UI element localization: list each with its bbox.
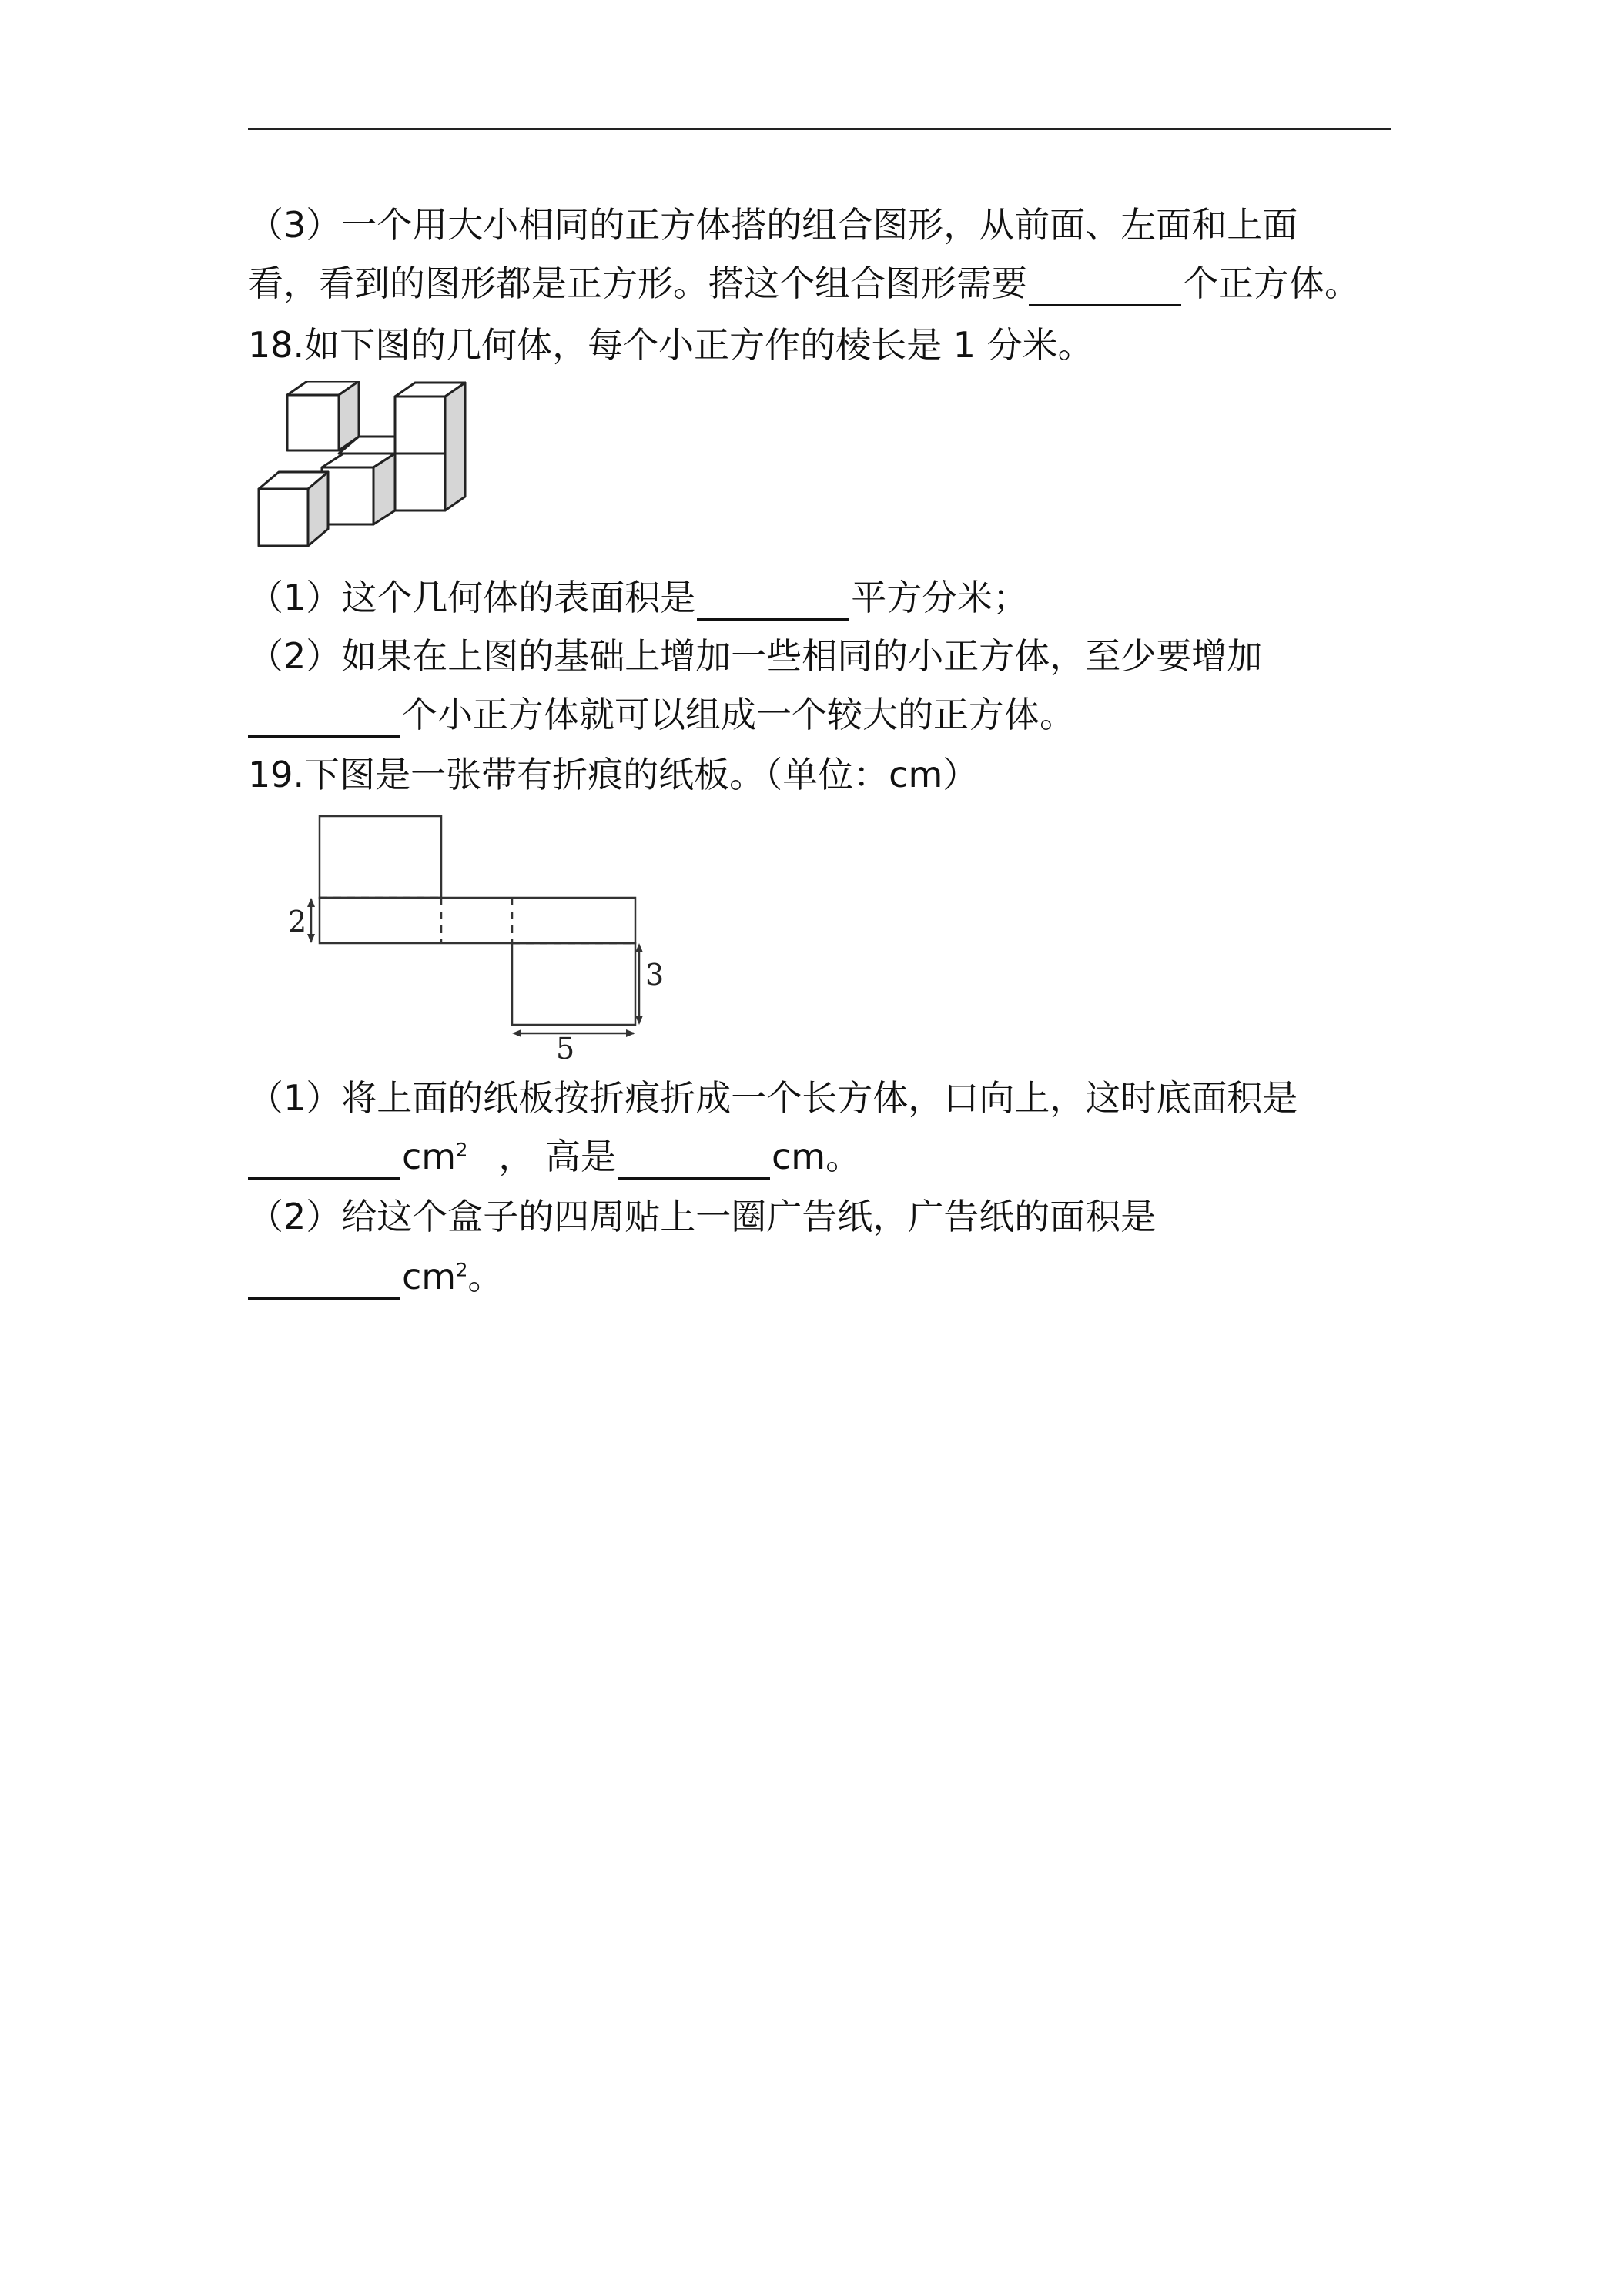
- arrow-icon: [512, 1029, 521, 1037]
- cube-front-face: [395, 397, 445, 454]
- fold-lines: [320, 898, 635, 943]
- superscript: 2: [456, 1139, 468, 1161]
- q19-stem: 19.下图是一张带有折痕的纸板。（单位：cm）: [248, 754, 979, 795]
- cube-solid-figure: [253, 381, 476, 551]
- q17-part3-line2: [248, 260, 1360, 306]
- arrow-icon: [307, 934, 315, 943]
- label-height: 2: [288, 905, 307, 939]
- q18-part1: [248, 574, 1028, 621]
- arrow-icon: [307, 898, 315, 907]
- top-flap: [320, 816, 441, 898]
- label-length: 5: [556, 1032, 575, 1063]
- arrow-icon: [635, 943, 643, 952]
- unit-cm-end: cm。: [772, 1136, 862, 1177]
- cube-side-face: [373, 454, 395, 524]
- cube-front-face: [287, 395, 339, 450]
- q19-part1-line2: [248, 1133, 861, 1180]
- answer-blank[interactable]: [248, 1137, 400, 1180]
- q17-part3-text: 看，看到的图形都是正方形。搭这个组合图形需要: [248, 263, 1027, 304]
- label-side: 3: [645, 958, 665, 992]
- q18-part2-line1: （2）如果在上图的基础上增加一些相同的小正方体，至少要增加: [248, 635, 1263, 677]
- q19-part2-line2: [248, 1253, 503, 1300]
- arrow-icon: [635, 1016, 643, 1025]
- superscript: 2: [456, 1259, 468, 1281]
- q19-part2-line1: （2）给这个盒子的四周贴上一圈广告纸，广告纸的面积是: [248, 1196, 1157, 1237]
- cube-front-face: [395, 454, 445, 510]
- q18-part1-text: （1）这个几何体的表面积是: [248, 577, 696, 618]
- unit-cm: cm: [402, 1256, 457, 1297]
- q17-part3-line1: （3）一个用大小相同的正方体搭的组合图形，从前面、左面和上面: [248, 204, 1298, 246]
- unit-cm: cm: [402, 1136, 457, 1177]
- cube-front-face: [259, 489, 308, 546]
- q18-part2-text-end: 个小正方体就可以组成一个较大的正方体。: [402, 694, 1075, 735]
- cube-front-face: [322, 467, 373, 524]
- answer-blank[interactable]: [1029, 264, 1181, 306]
- q18-stem: 18.如下图的几何体，每个小正方作的棱长是 1 分米。: [248, 324, 1093, 366]
- answer-blank[interactable]: [248, 1257, 400, 1300]
- answer-blank[interactable]: [697, 578, 849, 621]
- answer-blank[interactable]: [248, 695, 400, 738]
- cube-side-face: [445, 383, 465, 510]
- middle-strip: [320, 898, 635, 943]
- header-rule: [248, 128, 1391, 130]
- folded-cardboard-figure: [277, 808, 647, 1063]
- q18-part1-text-end: 平方分米；: [851, 577, 1029, 618]
- q18-part2-line2: [248, 691, 1075, 738]
- arrow-icon: [626, 1029, 635, 1037]
- answer-blank[interactable]: [618, 1137, 770, 1180]
- period: 。: [467, 1256, 504, 1297]
- bottom-flap: [512, 943, 635, 1025]
- q17-part3-text-end: 个正方体。: [1183, 263, 1360, 304]
- q19-part1-sep: ， 高是: [498, 1136, 617, 1177]
- q19-part1-line1: （1）将上面的纸板按折痕折成一个长方体，口向上，这时底面积是: [248, 1077, 1298, 1119]
